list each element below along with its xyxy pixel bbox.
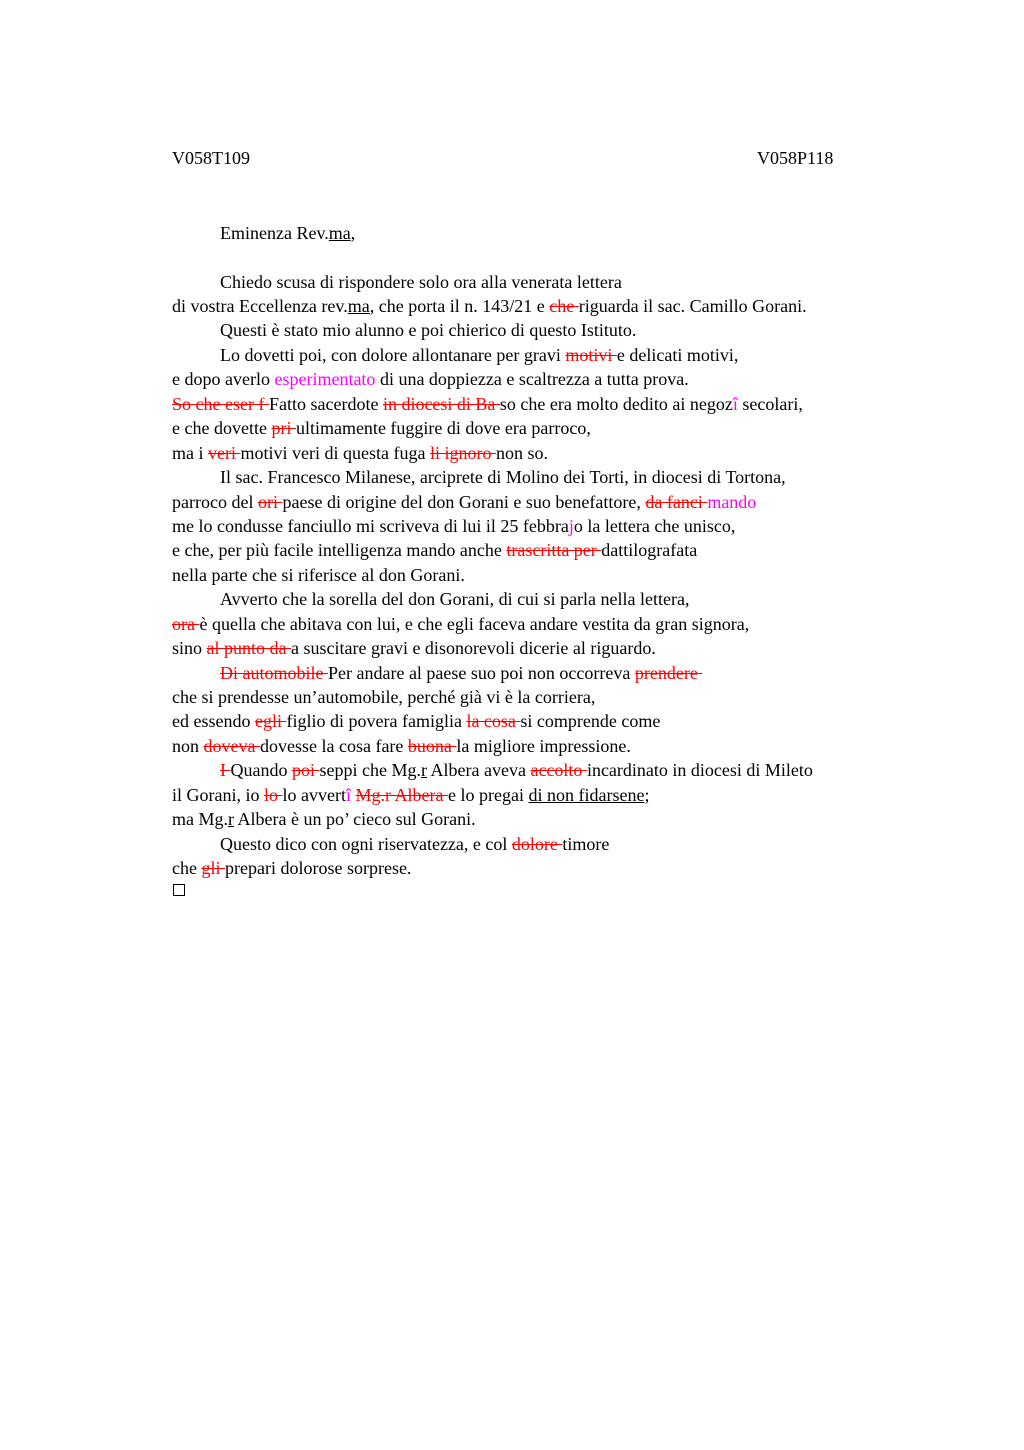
insertion: mando (707, 492, 757, 512)
text-line-2: di vostra Eccellenza rev.ma, che porta il n. 143/21 e che riguarda il sac. Camillo Gorani. (172, 296, 807, 316)
deletion: prendere (634, 663, 703, 683)
deletion: la cosa (466, 711, 521, 731)
deletion: gli (201, 858, 225, 878)
deletion: in diocesi di Ba (382, 394, 500, 414)
deletion: accolto (530, 760, 587, 780)
deletion: dolore (511, 834, 563, 854)
text-line-14: Avverto che la sorella del don Gorani, di cui si parla nella lettera, (220, 589, 690, 609)
text-line-22: il Gorani, io lo lo avvertî Mg.r Albera e lo pregai di non fidarsene; (172, 785, 650, 805)
deletion: I (220, 760, 231, 780)
text-line-20: non doveva dovesse la cosa fare buona la migliore impressione. (172, 736, 631, 756)
text-line-6: So che eser f Fatto sacerdote in diocesi di Ba so che era molto dedito ai negozî secolari, (172, 394, 803, 414)
deletion: trascritta per (506, 540, 602, 560)
text-line-10: parroco del ori paese di origine del don Gorani e suo benefattore, da fanci mando (172, 492, 757, 512)
insertion: î (732, 394, 738, 414)
text-line-9: Il sac. Francesco Milanese, arciprete di Molino dei Torti, in diocesi di Tortona, (220, 467, 786, 487)
deletion: lo (264, 785, 283, 805)
text-line-13: nella parte che si riferisce al don Gorani. (172, 565, 465, 585)
empty-square-icon (173, 884, 185, 896)
text-line-24: Questo dico con ogni riservatezza, e col dolore timore (220, 834, 610, 854)
document-code-right: V058P118 (757, 148, 834, 168)
insertion: esperimentato (274, 369, 376, 389)
text-line-8: ma i veri motivi veri di questa fuga li ignoro non so. (172, 443, 548, 463)
deletion: da fanci (645, 492, 708, 512)
text-line-4: Lo dovetti poi, con dolore allontanare per gravi motivi e delicati motivi, (220, 345, 739, 365)
text-line-5: e dopo averlo esperimentato di una doppiezza e scaltrezza a tutta prova. (172, 369, 689, 389)
deletion: al punto da (206, 638, 291, 658)
text-line-17: Di automobile Per andare al paese suo poi non occorreva prendere (220, 663, 703, 683)
salutation: Eminenza Rev.ma, (220, 223, 356, 243)
text-line-12: e che, per più facile intelligenza mando anche trascritta per dattilografata (172, 540, 698, 560)
text-line-7: e che dovette pri ultimamente fuggire di dove era parroco, (172, 418, 591, 438)
deletion: pri (271, 418, 296, 438)
text-line-15: ora è quella che abitava con lui, e che egli faceva andare vestita da gran signora, (172, 614, 750, 634)
deletion: che (549, 296, 579, 316)
deletion: veri (208, 443, 241, 463)
deletion: motivi (565, 345, 617, 365)
text-line-21: I Quando poi seppi che Mg.r Albera aveva accolto incardinato in diocesi di Mileto (220, 760, 813, 780)
deletion: ora (172, 614, 200, 634)
deletion: Di automobile (220, 663, 328, 683)
text-line-23: ma Mg.r Albera è un po’ cieco sul Gorani. (172, 809, 476, 829)
deletion: So che eser f (172, 394, 269, 414)
text-line-1: Chiedo scusa di rispondere solo ora alla venerata lettera (220, 272, 622, 292)
insertion: î (346, 785, 352, 805)
deletion: ori (257, 492, 283, 512)
text-line-11: me lo condusse fanciullo mi scriveva di lui il 25 febbrajo la lettera che unisco, (172, 516, 736, 536)
insertion: j (568, 516, 574, 536)
deletion: poi (292, 760, 320, 780)
deletion: doveva (203, 736, 260, 756)
text-line-25: che gli prepari dolorose sorprese. (172, 858, 412, 878)
deletion: li ignoro (429, 443, 496, 463)
document-code-left: V058T109 (172, 148, 250, 168)
text-line-19: ed essendo egli figlio di povera famiglia la cosa si comprende come (172, 711, 661, 731)
deletion: buona (407, 736, 457, 756)
text-line-16: sino al punto da a suscitare gravi e disonorevoli dicerie al riguardo. (172, 638, 656, 658)
text-line-3: Questi è stato mio alunno e poi chierico di questo Istituto. (220, 320, 637, 340)
deletion: Mg.r Albera (355, 785, 448, 805)
deletion: egli (254, 711, 287, 731)
text-line-18: che si prendesse un’automobile, perché già vi è la corriera, (172, 687, 596, 707)
